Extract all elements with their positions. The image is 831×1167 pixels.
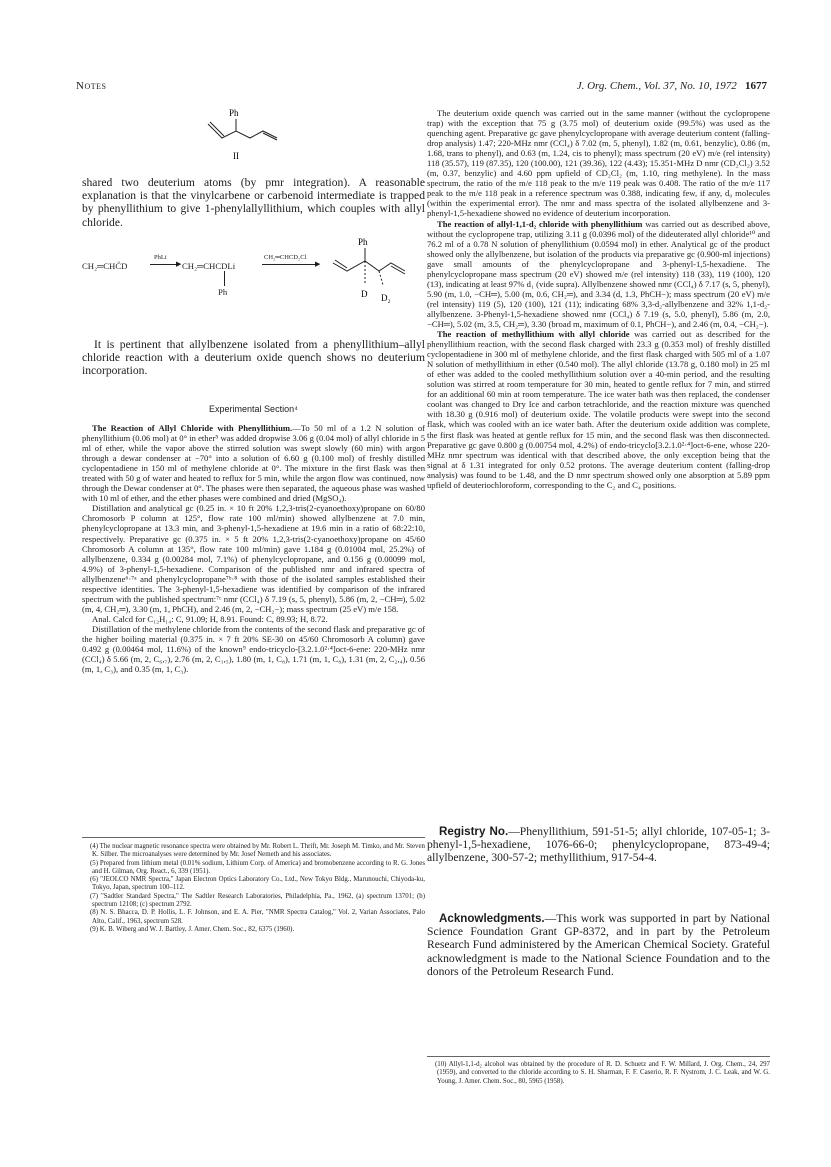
text-methyllithium-reaction: was carried out as described for the phenyllithium reaction, with the second flask charged with 23.3 g (0.353 mol) of freshly distilled cyclopentadiene in 300 ml of methylene chloride, and the first flask charged with 505 ml of a 1.07 N solution of methyllithium in ether (0.540 mol). The allyl chloride (13.78 g, 0.180 mol) in 25 ml of ether was added to the cooled methyllithium solution over a 40-min period, and the resulting solution was stirred at room temperature for 30 min, heated to gentle reflux for 7 min, and stirred for an additional 60 min at room temperature. The ice water bath was then replaced, the condenser coolant was changed to Dry Ice and carbon tetrachloride, and the reaction mixture was quenched with 18.30 g (0.916 mol) of deuterium oxide. The volatile products were swept into the second flask, which was cooled with an ice water bath. After the deuterium oxide addition was complete, the first flask was heated at gentle reflux for 15 min, and the second flask was then disconnected. Preparative gc gave 0.800 g (0.00754 mol, 4.2%) of endo-tricyclo[3.2.1.0²·⁴]oct-6-ene, whose 220-MHz nmr spectrum was identical with that described above, the only exception being that the signal at δ 1.31 integrated for only 0.52 protons. The average deuterium content (falling-drop analysis) was found to be 1.48, and the D nmr spectrum showed only one absorption at 5.89 ppm upfield of deuteriochloroform, corresponding to the C₂ and C₄ positions.: [427, 329, 770, 490]
scheme-product-d: D: [361, 289, 368, 299]
structure-ii-diagram: [195, 104, 295, 166]
footnote-9: (9) K. B. Wiberg and W. J. Bartley, J. Amer. Chem. Soc., 82, 6375 (1960).: [90, 925, 295, 933]
running-header-left: Notes: [76, 80, 107, 92]
scheme-reactant: CH₂═CHC̈D: [82, 261, 128, 271]
footnote-10: (10) Allyl-1,1-d₂ alcohol was obtained by the procedure of R. D. Schuetz and F. W. Millard, J. Org. Chem., 24, 297 (1959), and converted to the chloride according to S. H. Sharman, F. F. Caserio, R. F. Nystrom, J. C. Leak, and W. G. Young, J. Amer. Chem. Soc., 80, 5965 (1958).: [435, 1061, 770, 1085]
registry-text: —Phenyllithium, 591-51-5; allyl chloride, 107-05-1; 3-phenyl-1,5-hexadiene, 1076-66-0; phenylcyclopropane, 873-49-4; allylbenzene, 300-57-2; methyllithium, 917-54-4.: [427, 825, 770, 865]
scheme-product-d2: D₂: [381, 293, 391, 303]
footnote-rule: [82, 837, 425, 838]
footnote-4: (4) The nuclear magnetic resonance spectra were obtained by Mr. Robert L. Thrift, Mr. Joseph M. Timko, and Mr. Steven K. Silber. The microanalyses were determined by Mr. Josef Nemeth and his associates.: [90, 843, 425, 859]
right-body: [427, 108, 770, 490]
text-allyl-d2-reaction: was carried out as described above, without the cyclopropene trap, utilizing 3.11 g (0.0396 mol) of the dideuterated allyl chloride¹⁰ and 76.2 ml of a 0.78 N solution of phenyllithium (0.0594 mol) in ether. Analytical gc of the product showed only the allylbenzene, but isolation of the products via preparative gc (0.900-ml injections) gave small amounts of the phenylcyclopropane and 3-phenyl-1,5-hexadiene. The phenylcyclopropane mass spectrum (20 eV) showed m/e (rel intensity) 118 (33), 119 (100), 120 (13), indicating at least 97% d₁ (vide supra). Allylbenzene showed nmr (CCl₄) δ 7.17 (s, 5, phenyl), 5.90 (m, 1.0, −CH═), 5.00 (m, 0.6, CH₂═), and 3.34 (d, 1.3, PhCH−); mass spectrum (20 eV) m/e (rel intensity) 119 (5), 120 (100), 121 (11); indicating 68% 3,3-d₂-allylbenzene and 32% 1,1-d₂-allylbenzene. 3-Phenyl-1,5-hexadiene showed nmr (CCl₄) δ 7.19 (s, 5.0, phenyl), 5.86 (m, 2.0, −CH═), 5.02 (m, 3.5, CH₂═), 3.30 (broad m, maximum of 0.1, PhCH−), and 2.46 (m, 0.4, −CH₂−).: [427, 218, 770, 329]
exp-para-analysis: Anal. Calcd for C₁₂H₁₄: C, 91.09; H, 8.91. Found: C, 89.93; H, 8.72.: [92, 613, 328, 624]
running-header-right: [577, 80, 767, 92]
title-allyl-d2-reaction: The reaction of allyl-1,1-d₂ chloride with phenyllithium: [437, 218, 643, 229]
para-acknowledgments: [427, 912, 770, 978]
exp-para-allyl-chloride: [82, 423, 425, 503]
scheme-arrow1: [150, 264, 178, 265]
scheme-arrow1-label: PhLi: [154, 254, 167, 261]
section-heading-experimental: Experimental Section⁴: [209, 404, 298, 414]
structure-ii-ph: Ph: [229, 108, 239, 118]
scheme-intermediate: CH₂═CHCDLi: [182, 261, 236, 271]
scheme-arrow2-label: CH₂═CHCD₂Cl: [264, 254, 307, 261]
exp-title-allyl-chloride: The Reaction of Allyl Chloride with Phenyllithium.: [92, 423, 293, 433]
ack-text: —This work was supported in part by National Science Foundation Grant GP-8372, and in part by the Petroleum Research Fund administered by the American Chemical Society. Grateful acknowledgment is made to the National Science Foundation and to the donors of the Petroleum Research Fund.: [427, 912, 770, 978]
footnote-8: (8) N. S. Bhacca, D. P. Hollis, L. F. Johnson, and E. A. Pier, "NMR Spectra Catalog," Vol. 2, Varian Associates, Palo Alto, Calif., 1963, spectrum 528.: [90, 909, 425, 925]
footnote-6: (6) "JEOLCO NMR Spectra," Japan Electron Optics Laboratory Co., Ltd., New Tokyo Bldg., Marunouchi, Chiyoda-ku, Tokyo, Japan, spectrum 100–112.: [90, 876, 425, 892]
footnotes-left: [82, 843, 425, 934]
journal-citation: J. Org. Chem., Vol. 37, No. 10, 1972: [576, 80, 737, 92]
experimental-body: [82, 423, 425, 674]
footnote-rule-right: [427, 1056, 770, 1057]
exp-para-distillation: Distillation and analytical gc (0.25 in. × 10 ft 20% 1,2,3-tris(2-cyanoethoxy)propane on 60/80 Chromosorb P column at 125°, flow rate 100 ml/min) showed allylbenzene at 7.0 min, phenylcyclopropane at 13.3 min, and 3-phenyl-1,5-hexadiene at 19.6 min in a ratio of 68:22:10, respectively. Preparative gc (0.375 in. × 5 ft 20% 1,2,3-tris(2-cyanoethoxy)propane on 45/60 Chromosorb A column at 135°, flow rate 100 ml/min) gave 1.184 g (0.01004 mol, 25.2%) of allylbenzene, 0.334 g (0.00284 mol, 7.1%) of phenylcyclopropane, and 0.156 g (0.00099 mol, 4.9%) of 3-phenyl-1,5-hexadiene. Comparison of the published nmr and infrared spectra of allylbenzene⁶·⁷ᵃ and phenylcyclopropane⁷ᵇ·⁸ with those of the isolated samples established their respective identities. The 3-phenyl-1,5-hexadiene was identified by comparison of the infrared spectrum with the published spectrum:⁷ᶜ nmr (CCl₄) δ 7.19 (s, 5, phenyl), 5.86 (m, 2, −CH═), 5.02 (m, 4, CH₂═), 3.30 (m, 1, PhCH), and 2.46 (m, 2, −CH₂−); mass spectrum (25 eV) m/e 158.: [82, 503, 425, 614]
scheme-product-structure: [325, 233, 415, 323]
ack-title: Acknowledgments.: [439, 912, 545, 925]
structure-ii-label: II: [233, 151, 239, 161]
footnote-5: (5) Prepared from lithium metal (0.01% sodium, Lithium Corp. of America) and bromobenzene according to R. G. Jones and H. Gilman, Org. React., 6, 339 (1951).: [90, 859, 425, 875]
para-allylbenzene-no-d: It is pertinent that allylbenzene isolated from a phenyllithium–allyl chloride reaction with a deuterium oxide quench shows no deuterium incorporation.: [82, 338, 425, 378]
scheme-intermediate-ph: Ph: [218, 287, 228, 297]
para-allyl-d2-reaction: [427, 219, 770, 330]
footnote-7: (7) "Sadtler Standard Spectra," The Sadtler Research Laboratories, Philadelphia, Pa., 1962, (a) spectrum 13701; (b) spectrum 12108; (c) spectrum 2792.: [90, 892, 425, 909]
para-registry: [427, 825, 770, 865]
para-methyllithium-reaction: [427, 329, 770, 490]
registry-title: Registry No.: [439, 825, 509, 838]
reaction-scheme: CH₂═CHC̈D PhLi ▶ CH₂═CHCDLi Ph CH₂═CHCD₂Cl ▶ Ph D D₂: [82, 233, 425, 333]
exp-text-allyl-chloride: —To 50 ml of a 1.2 N solution of phenyllithium (0.06 mol) at 0° in ether⁵ was added dropwise 3.06 g (0.04 mol) of allyl chloride in 5 ml of ether, while the vapor above the stirred solution was swept slowly (60 min) with argon through a dewar condenser at −70° into a solution of 6.60 g (0.100 mol) of freshly distilled cyclopentadiene in 150 ml of methylene chloride at 0°. The mixture in the first flask was then treated with 50 g of water and heated to reflux for 5 min, while the argon flow was continued, now through the Dewar condenser at 0°. The phases were then separated, the aqueous phase was washed with 10 ml of ether, and the ether phases were combined and dried (MgSO₄).: [82, 423, 425, 504]
para-deuterium-explanation: shared two deuterium atoms (by pmr integration). A reasonable explanation is that the vinylcarbene or carbenoid intermediate is trapped by phenyllithium to give 1-phenylallyllithium, which couples with allyl chloride.: [82, 176, 425, 229]
exp-para-methylene-chloride: Distillation of the methylene chloride from the contents of the second flask and preparative gc of the higher boiling material (0.375 in. × 7 ft 20% SE-30 on 45/60 Chromosorb A column) gave 0.492 g (0.00464 mol, 11.6%) of the known⁹ endo-tricyclo-[3.2.1.0²·⁴]oct-6-ene: 220-MHz nmr (CCl₄) δ 5.66 (m, 2, C₆,₇), 2.76 (m, 2, C₁,₅), 1.80 (m, 1, C₈), 1.71 (m, 1, C₈), 1.31 (m, 2, C₂,₄), 0.56 (m, 1, C₃), and 0.35 (m, 1, C₃).: [82, 623, 425, 675]
scheme-arrow2: [262, 264, 317, 265]
page-number: 1677: [745, 80, 767, 92]
scheme-product-ph: Ph: [358, 237, 368, 247]
para-d2o-quench: The deuterium oxide quench was carried out in the same manner (without the cyclopropene trap) with the exception that 75 g (3.75 mol) of deuterium oxide (99.5%) was used as the quenching agent. Preparative gc gave phenylcyclopropane with average deuterium content (falling-drop analysis) 1.47; 220-MHz nmr (CCl₄) δ 7.02 (m, 5, phenyl), 1.82 (m, 0.61, benzylic), 0.86 (m, 1.68, trans to phenyl), and 0.63 (m, 1.24, cis to phenyl); mass spectrum (20 eV) m/e (rel intensity) 118 (35.57), 119 (87.35), 120 (100.00), 121 (39.36), 122 (4.43); 15.351-MHz D nmr (CD₂Cl₂) 3.52 (m, 0.37, benzylic) and 4.60 ppm upfield of CD₂Cl₂ (m, 1.10, ring methylene). In the mass spectrum, the ratio of the m/e 118 peak to the m/e 119 peak was 0.408. The ratio of the m/e 117 peak to the m/e 118 peak in a reference spectrum was 0.388, indicating few, if any, d₀ molecules (within the experimental error). The nmr and mass spectra of the isolated allylbenzene and 3-phenyl-1,5-hexadiene showed no evidence of deuterium incorporation.: [427, 108, 770, 219]
title-methyllithium-reaction: The reaction of methyllithium with allyl chloride: [437, 329, 630, 340]
